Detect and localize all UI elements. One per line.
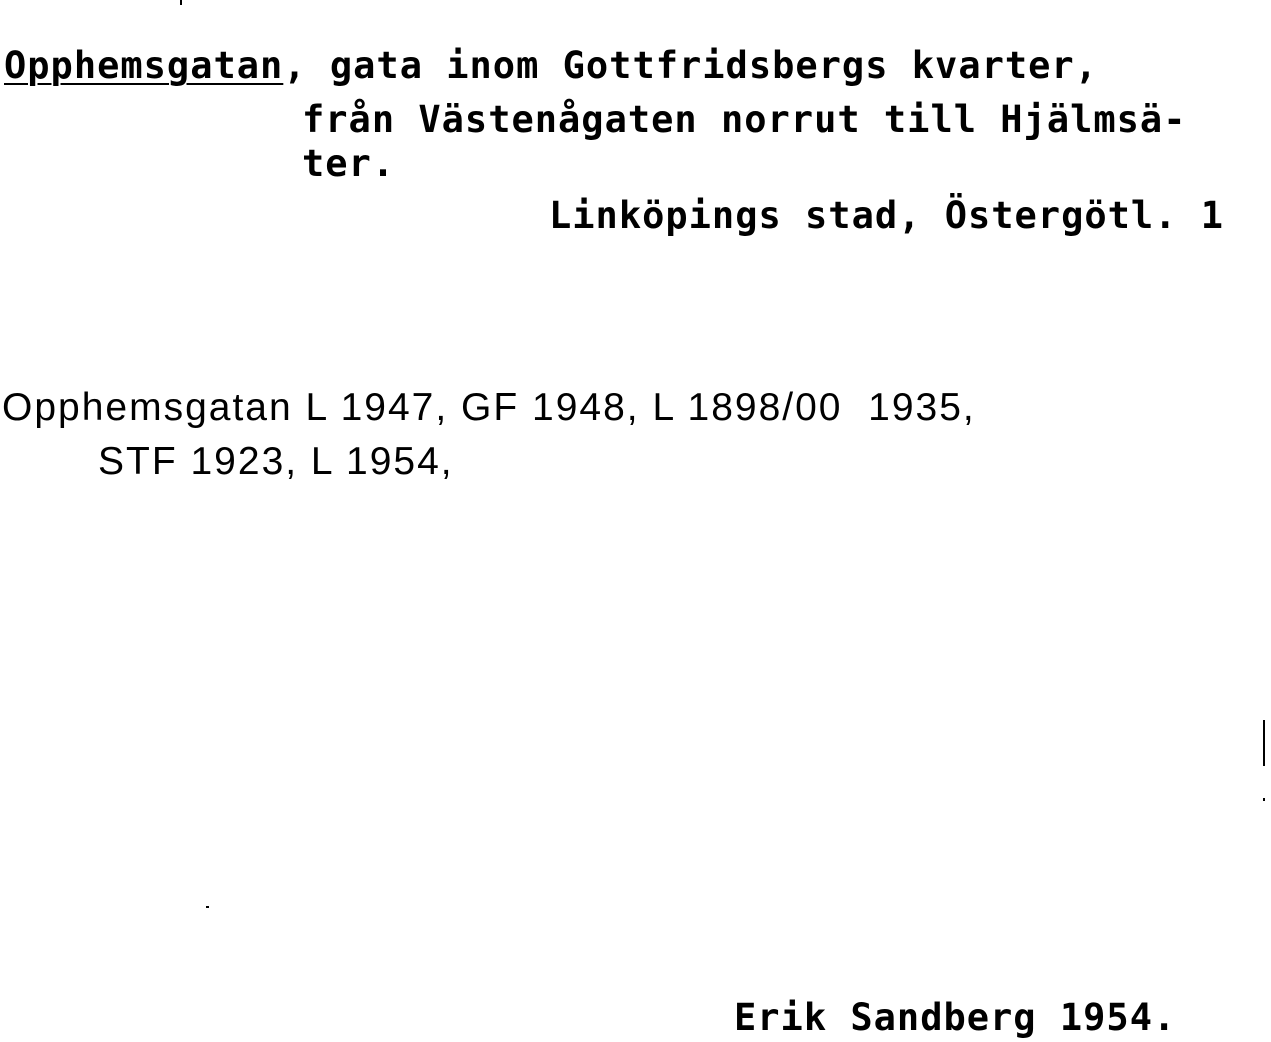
scan-artifact-dot bbox=[1263, 798, 1265, 801]
definition-line-3: ter. bbox=[302, 142, 396, 185]
definition-line-1: , gata inom Gottfridsbergs kvarter, bbox=[283, 44, 1098, 87]
sources-line-1: Opphemsgatan L 1947, GF 1948, L 1898/00 1935, bbox=[2, 386, 976, 429]
signature: Erik Sandberg 1954. bbox=[734, 996, 1177, 1039]
scan-artifact-top bbox=[180, 0, 182, 5]
scan-artifact-mark bbox=[1263, 720, 1265, 766]
headword: Opphemsgatan bbox=[4, 44, 284, 87]
location-line: Linköpings stad, Östergötl. 1 bbox=[549, 194, 1225, 237]
entry-heading bbox=[4, 44, 1098, 88]
sources-line-2: STF 1923, L 1954, bbox=[98, 440, 454, 483]
scan-artifact-speck bbox=[206, 906, 209, 908]
definition-line-2: från Västenågaten norrut till Hjälmsä- bbox=[302, 98, 1187, 141]
